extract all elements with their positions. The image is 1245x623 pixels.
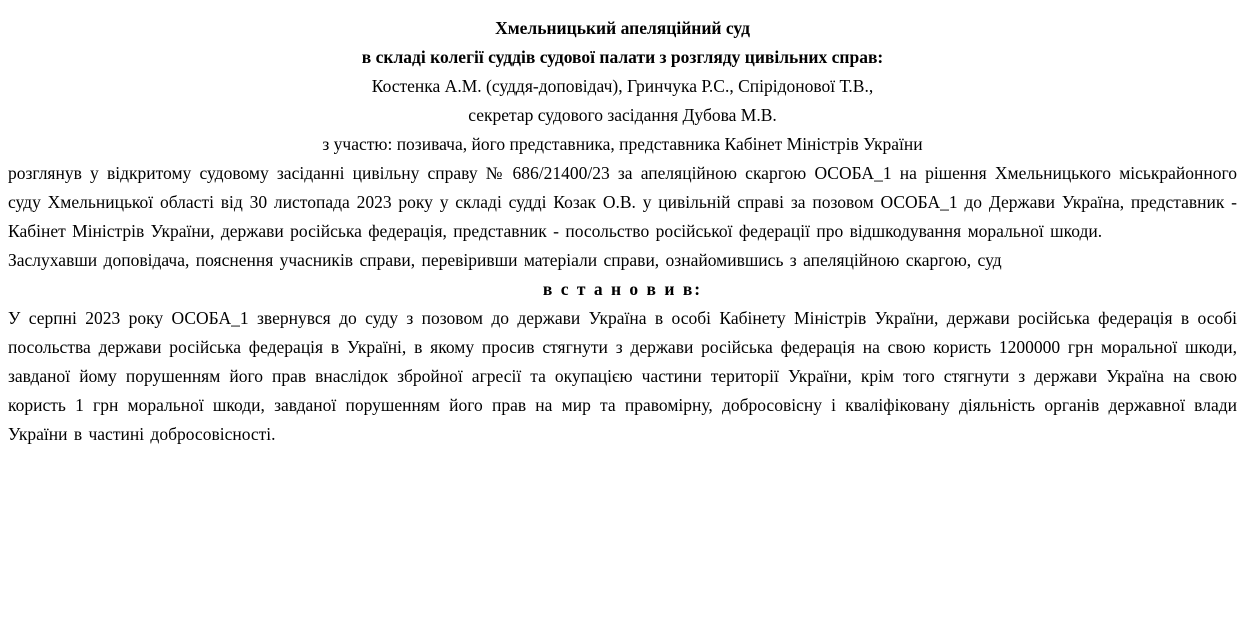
secretary-line: секретар судового засідання Дубова М.В.	[468, 105, 777, 125]
participants-line: з участю: позивача, його представника, представника Кабінет Міністрів України	[322, 134, 923, 154]
panel-composition-line: в складі колегії суддів судової палати з розгляду цивільних справ:	[361, 47, 884, 67]
hearing-paragraph: Заслухавши доповідача, пояснення учасників справи, перевіривши матеріали справи, ознайомившись з апеляційною скаргою, суд	[8, 250, 1002, 270]
established-heading: в с т а н о в и в:	[542, 279, 703, 299]
court-title: Хмельницький апеляційний суд	[495, 18, 750, 38]
case-intro-paragraph: розглянув у відкритому судовому засіданні цивільну справу № 686/21400/23 за апеляційною скаргою ОСОБА_1 на рішення Хмельницького міськрайонного суду Хмельницької області від 30 листопада 2023 року у складі судді Козак О.В. у цивільній справі за позовом ОСОБА_1 до Держави Україна, представник - Кабінет Міністрів України, держави російська федерація, представник - посольство російської федерації про відшкодування моральної шкоди.	[8, 163, 1237, 241]
judges-line: Костенка А.М. (суддя-доповідач), Гринчука Р.С., Спірідонової Т.В.,	[371, 76, 874, 96]
claim-paragraph: У серпні 2023 року ОСОБА_1 звернувся до суду з позовом до держави Україна в особі Кабінету Міністрів України, держави російська федерація в особі посольства держави російська федерація в Україні, в якому просив стягнути з держави російська федерація на свою користь 1200000 грн моральної шкоди, завданої йому порушенням його прав внаслідок збройної агресії та окупацією частини території України, крім того стягнути з держави Україна на свою користь 1 грн моральної шкоди, завданої порушенням його прав на мир та правомірну, добросовісну і кваліфіковану діяльність органів державної влади України в частині добросовісності.	[8, 308, 1237, 444]
